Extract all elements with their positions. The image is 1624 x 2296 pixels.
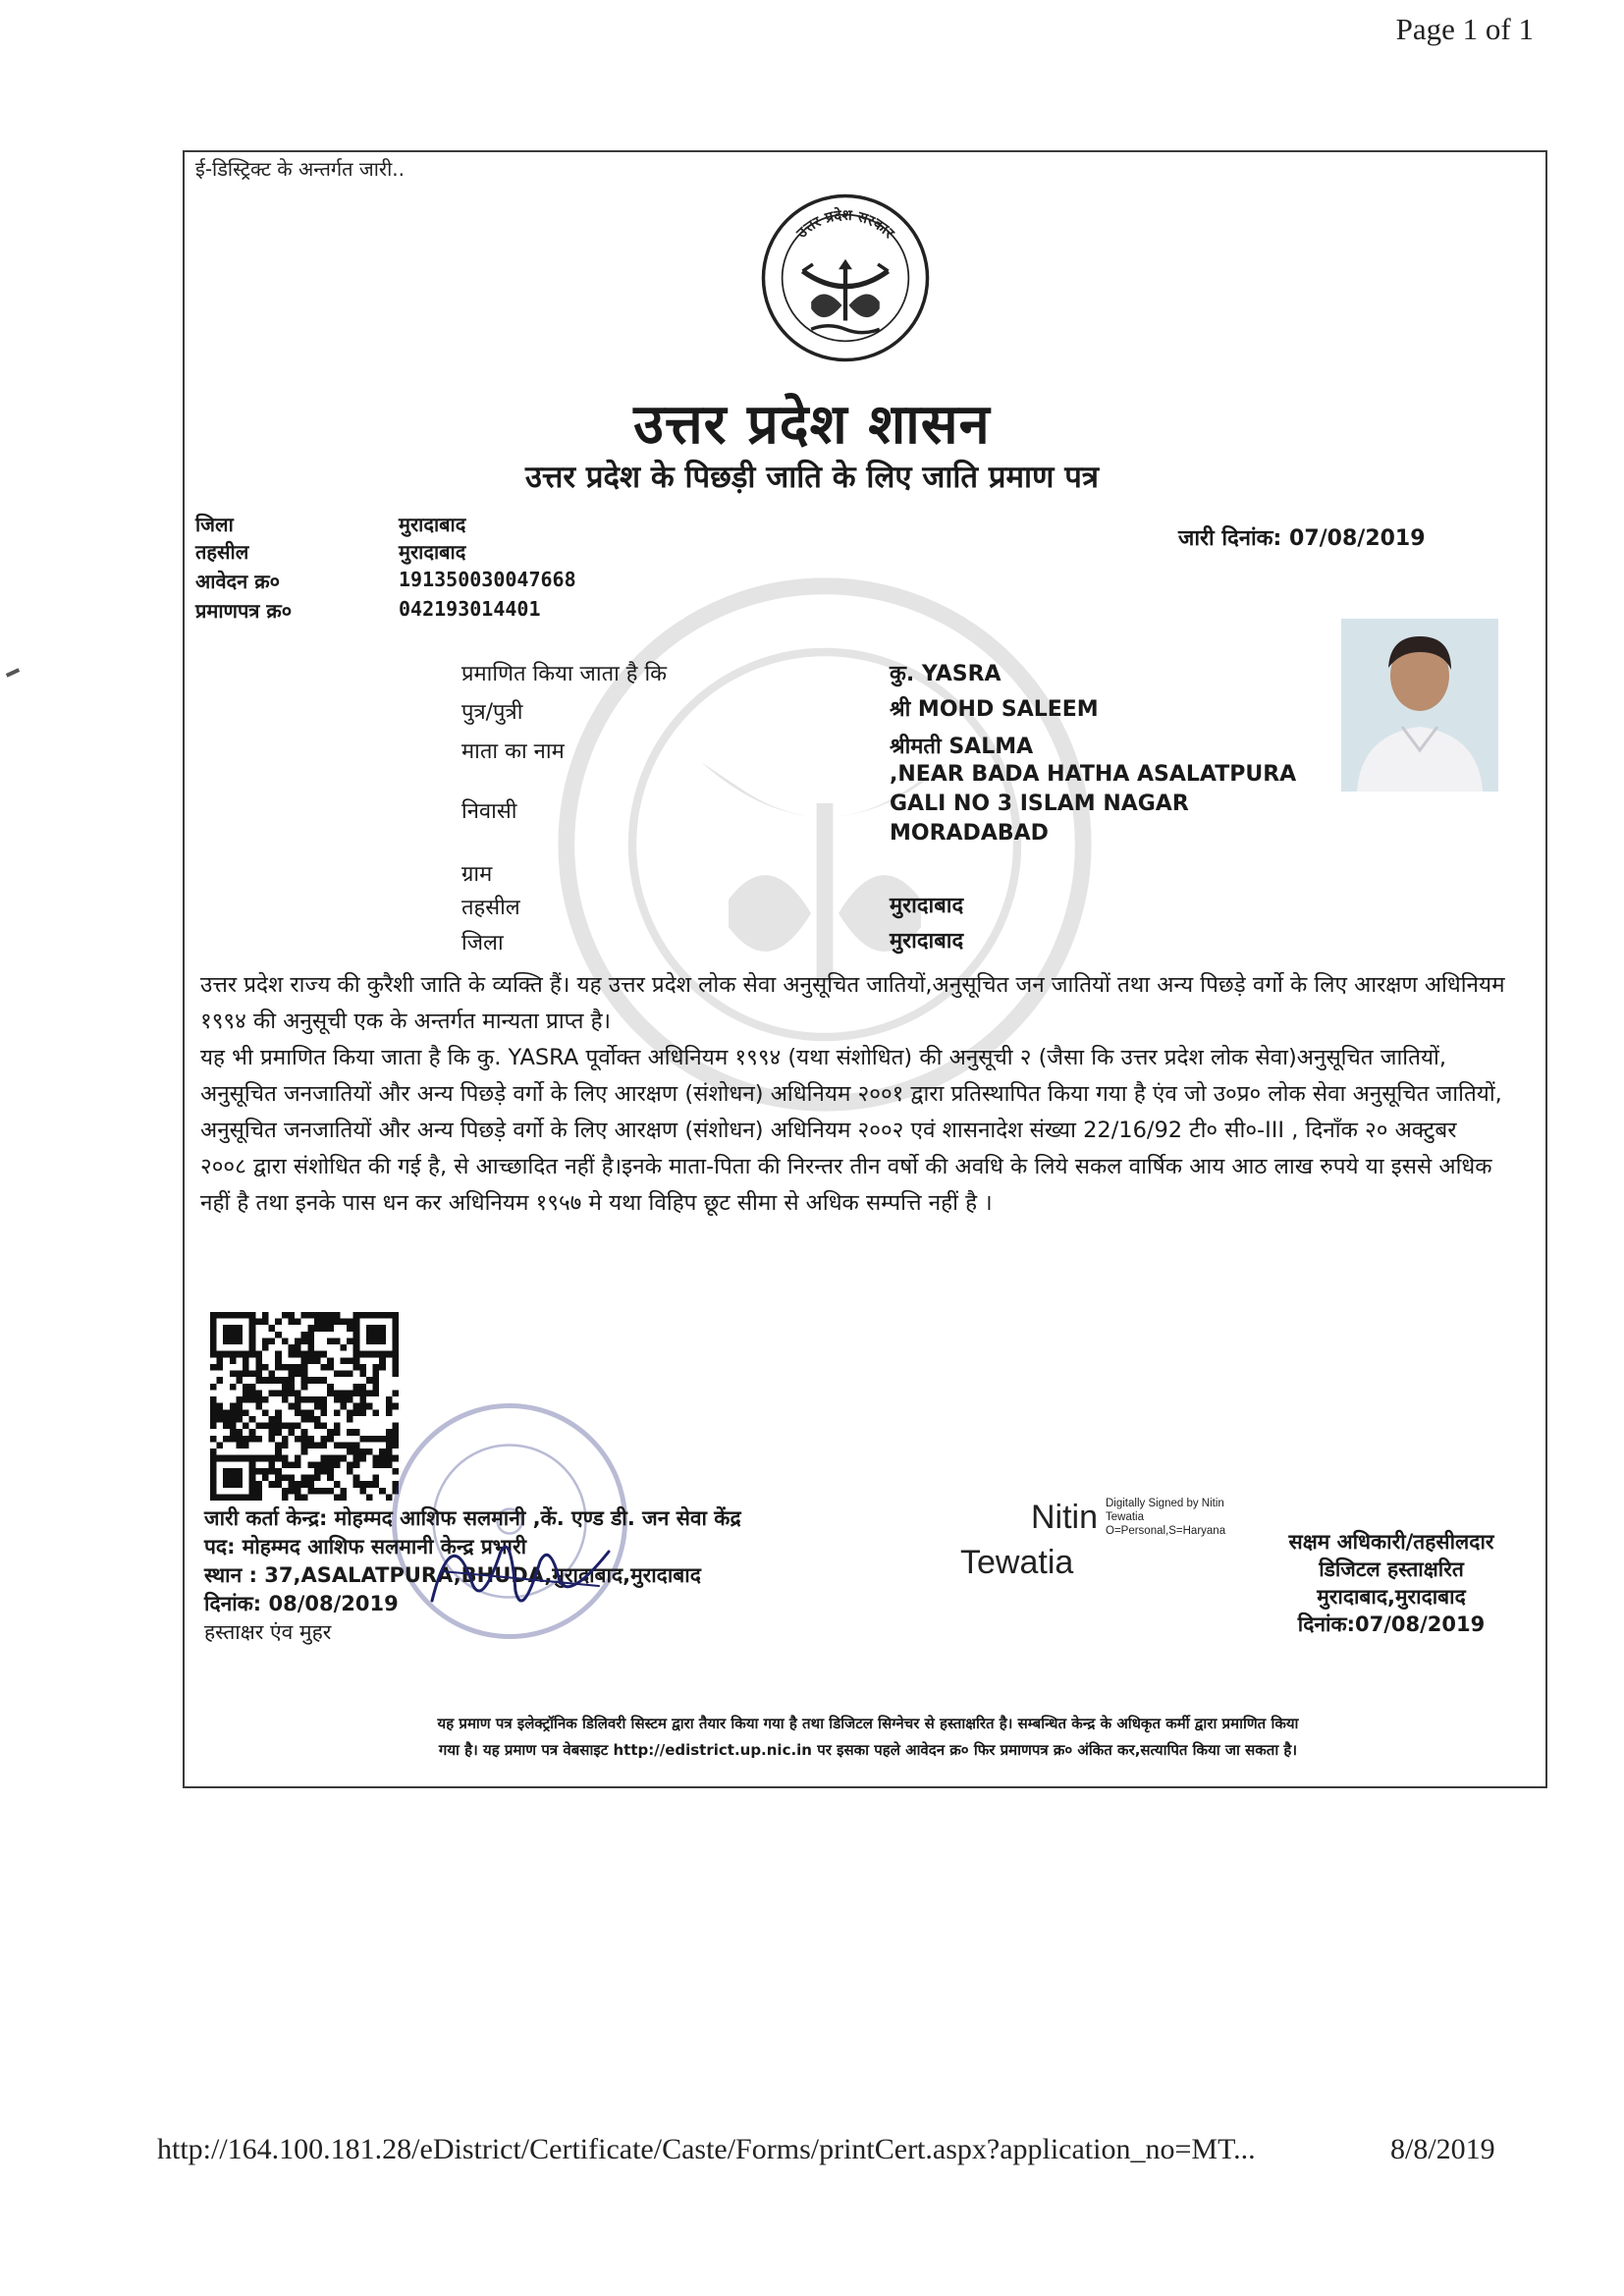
digital-signature-name: [960, 1495, 1098, 1585]
certificate-title: उत्तर प्रदेश शासन: [633, 393, 991, 457]
value-district: मुरादाबाद: [890, 929, 964, 954]
verification-note: [202, 1711, 1534, 1764]
officer-place: मुरादाबाद,मुरादाबाद: [1317, 1585, 1466, 1609]
print-date: 8/8/2019: [1390, 2133, 1495, 2165]
value-address-line-2: GALI NO 3 ISLAM NAGAR: [890, 792, 1189, 816]
page-number: Page 1 of 1: [1395, 12, 1534, 46]
officer-date: दिनांक:07/08/2019: [1297, 1613, 1486, 1636]
digital-signature-meta-3: O=Personal,S=Haryana: [1106, 1525, 1226, 1537]
handwritten-signature: [412, 1512, 628, 1630]
print-url: http://164.100.181.28/eDistrict/Certificate/Caste/Forms/printCert.aspx?application_no=MT...: [157, 2133, 1256, 2165]
field-value-application-no: 191350030047668: [399, 568, 576, 591]
qr-code: [210, 1312, 399, 1501]
label-resident: निवासी: [461, 799, 517, 824]
verification-note-line-2: गया है। यह प्रमाण पत्र वेबसाइट http://edistrict.up.nic.in पर इसका पहले आवेदन क्र० फिर प्रमाणपत्र क्र० अंकित कर,सत्यापित किया जा सकता है।: [438, 1741, 1298, 1759]
digital-signature-meta-1: Digitally Signed by Nitin: [1106, 1498, 1224, 1509]
field-value-certificate-no: 042193014401: [399, 597, 541, 621]
up-government-emblem: [760, 192, 931, 363]
emblem-text: उत्तर प्रदेश सरकार: [793, 206, 897, 242]
field-label-application-no: आवेदन क्र०: [195, 570, 281, 593]
scan-mark: [6, 668, 20, 678]
label-village: ग्राम: [461, 862, 493, 887]
officer-block: [1239, 1528, 1543, 1638]
value-address-line-3: MORADABAD: [890, 821, 1049, 846]
issuer-place: स्थान : 37,ASALATPURA,BHUDA,मुरादाबाद,मुरादाबाद: [204, 1563, 701, 1587]
issuer-post: पद: मोहम्मद आशिफ सलमानी केन्द्र प्रभारी: [204, 1535, 527, 1558]
certificate-body: [200, 967, 1506, 1222]
field-label-tehsil: तहसील: [195, 540, 249, 564]
value-applicant-name: कु. YASRA: [890, 662, 1001, 686]
field-label-certificate-no: प्रमाणपत्र क्र०: [195, 599, 293, 623]
body-paragraph-caste: उत्तर प्रदेश राज्य की कुरैशी जाति के व्यक्ति हैं। यह उत्तर प्रदेश लोक सेवा अनुसूचित जातियों,अनुसूचित जन जातियों तथा अन्य पिछड़े वर्गो के लिए आरक्षण अधिनियम १९९४ की अनुसूची एक के अन्तर्गत मान्यता प्राप्त है।: [200, 972, 1505, 1034]
label-son-daughter-of: पुत्र/पुत्री: [461, 700, 523, 725]
issuer-signature-label: हस्ताक्षर एंव मुहर: [204, 1620, 332, 1644]
officer-signature-type: डिजिटल हस्ताक्षरित: [1319, 1558, 1464, 1581]
issuer-date: दिनांक: 08/08/2019: [204, 1592, 399, 1615]
value-father-name: श्री MOHD SALEEM: [890, 697, 1099, 722]
value-tehsil: मुरादाबाद: [890, 894, 964, 918]
field-value-district: मुरादाबाद: [399, 513, 466, 536]
label-tehsil: तहसील: [461, 896, 520, 920]
field-label-district: जिला: [195, 513, 234, 536]
label-district: जिला: [461, 931, 504, 956]
applicant-photo: [1341, 619, 1498, 792]
field-value-tehsil: मुरादाबाद: [399, 540, 466, 564]
label-certified-that: प्रमाणित किया जाता है कि: [461, 662, 668, 686]
person-photo-icon: [1341, 619, 1498, 792]
digital-signature-first-name: Nitin: [1031, 1499, 1099, 1536]
issue-date: जारी दिनांक: 07/08/2019: [1178, 526, 1426, 551]
value-mother-name: श्रीमती SALMA: [890, 735, 1034, 759]
issuer-centre: जारी कर्ता केन्द्र: मोहम्मद आशिफ सलमानी ,कें. एण्ड डी. जन सेवा केंद्र: [204, 1506, 741, 1530]
digital-signature-details: [1106, 1497, 1225, 1538]
digital-signature-meta-2: Tewatia: [1106, 1511, 1144, 1523]
value-address-line-1: ,NEAR BADA HATHA ASALATPURA: [890, 762, 1297, 787]
body-paragraph-creamy-layer: यह भी प्रमाणित किया जाता है कि कु. YASRA पूर्वोक्त अधिनियम १९९४ (यथा संशोधित) की अनुसूची २ (जैसा कि उत्तर प्रदेश लोक सेवा)अनुसूचित जातियों, अनुसूचित जनजातियों और अन्य पिछड़े वर्गो के लिए आरक्षण (संशोधन) अधिनियम २००१ द्वारा प्रतिस्थापित किया गया है एंव जो उ०प्र० लोक सेवा अनुसूचित जातियों, अनुसूचित जनजातियों और अन्य पिछड़े वर्गो के लिए आरक्षण (संशोधन) अधिनियम २००२ एवं शासनादेश संख्या 22/16/92 टी० सी०-III , दिनाँक २० अक्टुबर २००८ द्वारा संशोधित की गई है, से आच्छादित नहीं है।इनके माता-पिता की निरन्तर तीन वर्षो की अवधि के लिये सकल वार्षिक आय आठ लाख रुपये या इससे अधिक नहीं है तथा इनके पास धन कर अधिनियम १९५७ मे यथा विहिप छूट सीमा से अधिक सम्पत्ति नहीं है ।: [200, 1045, 1502, 1216]
verification-note-line-1: यह प्रमाण पत्र इलेक्ट्रॉनिक डिलिवरी सिस्टम द्वारा तैयार किया गया है तथा डिजिटल सिग्नेचर से हस्ताक्षरित है। सम्बन्धित केन्द्र के अधिकृत कर्मी द्वारा प्रमाणित किया: [437, 1715, 1299, 1732]
digital-signature-last-name: Tewatia: [960, 1544, 1074, 1581]
label-mother-name: माता का नाम: [461, 739, 565, 764]
certificate-subtitle: उत्तर प्रदेश के पिछड़ी जाति के लिए जाति प्रमाण पत्र: [525, 460, 1099, 495]
issued-under-note: ई-डिस्ट्रिक्ट के अन्तर्गत जारी..: [195, 157, 405, 181]
officer-designation: सक्षम अधिकारी/तहसीलदार: [1288, 1530, 1494, 1554]
